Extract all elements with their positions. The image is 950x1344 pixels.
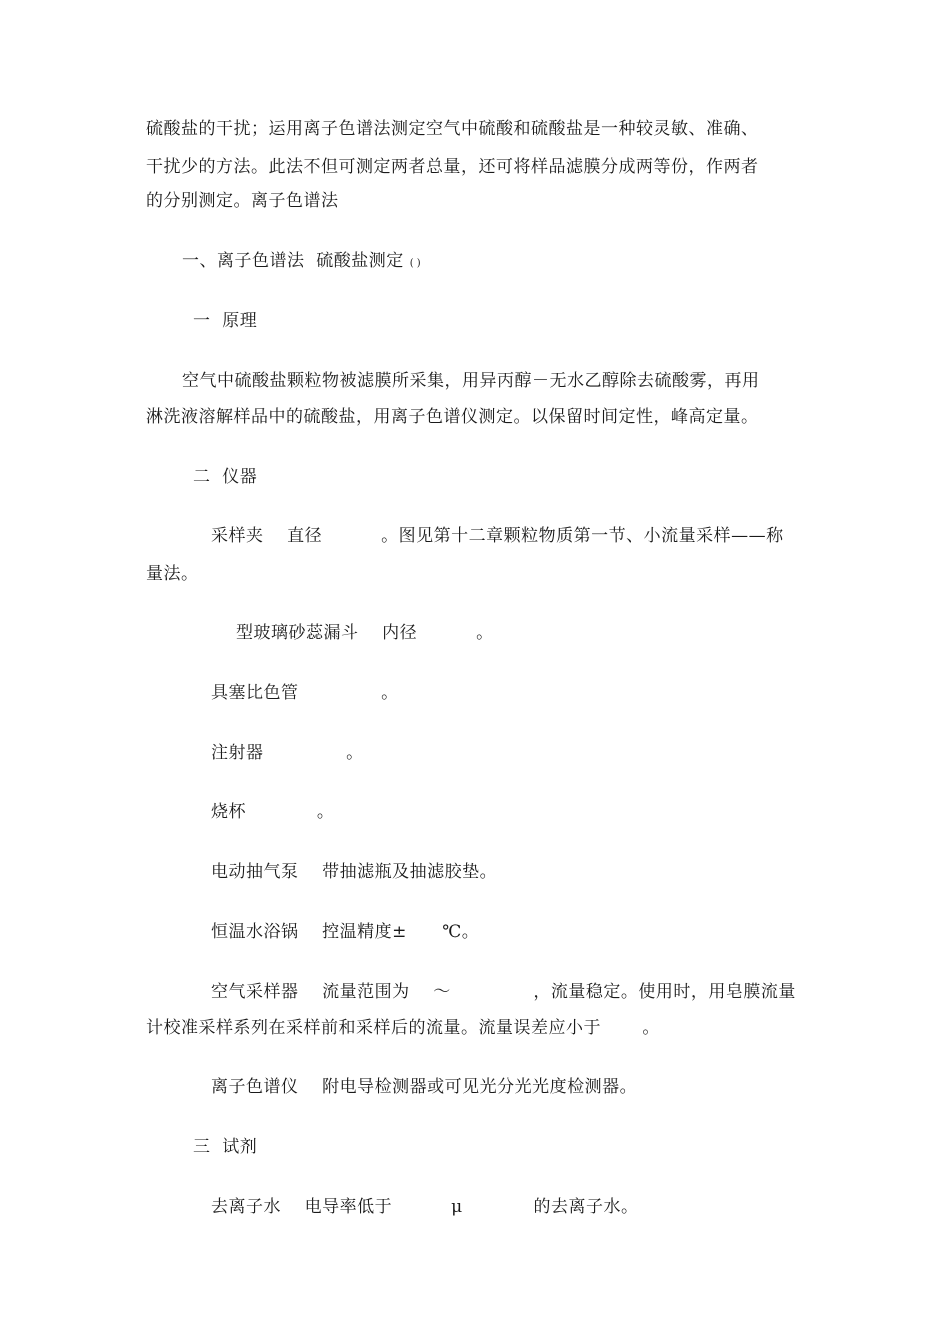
principle-heading: 一 原理: [193, 311, 258, 331]
intro-line-1: 硫酸盐的干扰；运用离子色谱法测定空气中硫酸和硫酸盐是一种较灵敏、准确、: [146, 119, 759, 139]
section-title: [182, 250, 421, 275]
instrument-beaker: 烧杯 。: [211, 802, 335, 822]
instrument-air-sampler-cont: 计校准采样系列在采样前和采样后的流量。流量误差应小于 。: [146, 1018, 660, 1038]
instrument-water-bath: 恒温水浴锅 控温精度± ℃。: [211, 922, 480, 942]
instrument-colorimetric-tube: 具塞比色管 。: [211, 683, 399, 703]
instrument-syringe: 注射器 。: [211, 743, 364, 763]
instruments-heading: 二 仪器: [193, 467, 258, 487]
reagent-deionized-water: 去离子水 电导率低于 μ 的去离子水。: [211, 1197, 639, 1217]
instrument-sampling-clip-cont: 量法。: [146, 564, 199, 584]
instrument-ion-chromatograph: 离子色谱仪 附电导检测器或可见光分光光度检测器。: [211, 1077, 638, 1097]
intro-line-3: 的分别测定。离子色谱法: [146, 191, 339, 211]
instrument-glass-funnel: 型玻璃砂蕊漏斗 内径 。: [236, 623, 494, 643]
instrument-vacuum-pump: 电动抽气泵 带抽滤瓶及抽滤胶垫。: [211, 862, 498, 882]
instrument-air-sampler: 空气采样器 流量范围为 ～ ，流量稳定。使用时，用皂膜流量: [211, 982, 796, 1002]
principle-line-1: 空气中硫酸盐颗粒物被滤膜所采集，用异丙醇－无水乙醇除去硫酸雾，再用: [182, 371, 760, 391]
section-title-bracket: ( ): [409, 258, 421, 269]
section-title-text: 一、离子色谱法 硫酸盐测定: [182, 251, 404, 271]
instrument-sampling-clip: 采样夹 直径 。图见第十二章颗粒物质第一节、小流量采样——称: [211, 526, 784, 546]
intro-line-2: 干扰少的方法。此法不但可测定两者总量，还可将样品滤膜分成两等份，作两者: [146, 157, 759, 177]
reagents-heading: 三 试剂: [193, 1137, 258, 1157]
principle-line-2: 淋洗液溶解样品中的硫酸盐，用离子色谱仪测定。以保留时间定性，峰高定量。: [146, 407, 759, 427]
